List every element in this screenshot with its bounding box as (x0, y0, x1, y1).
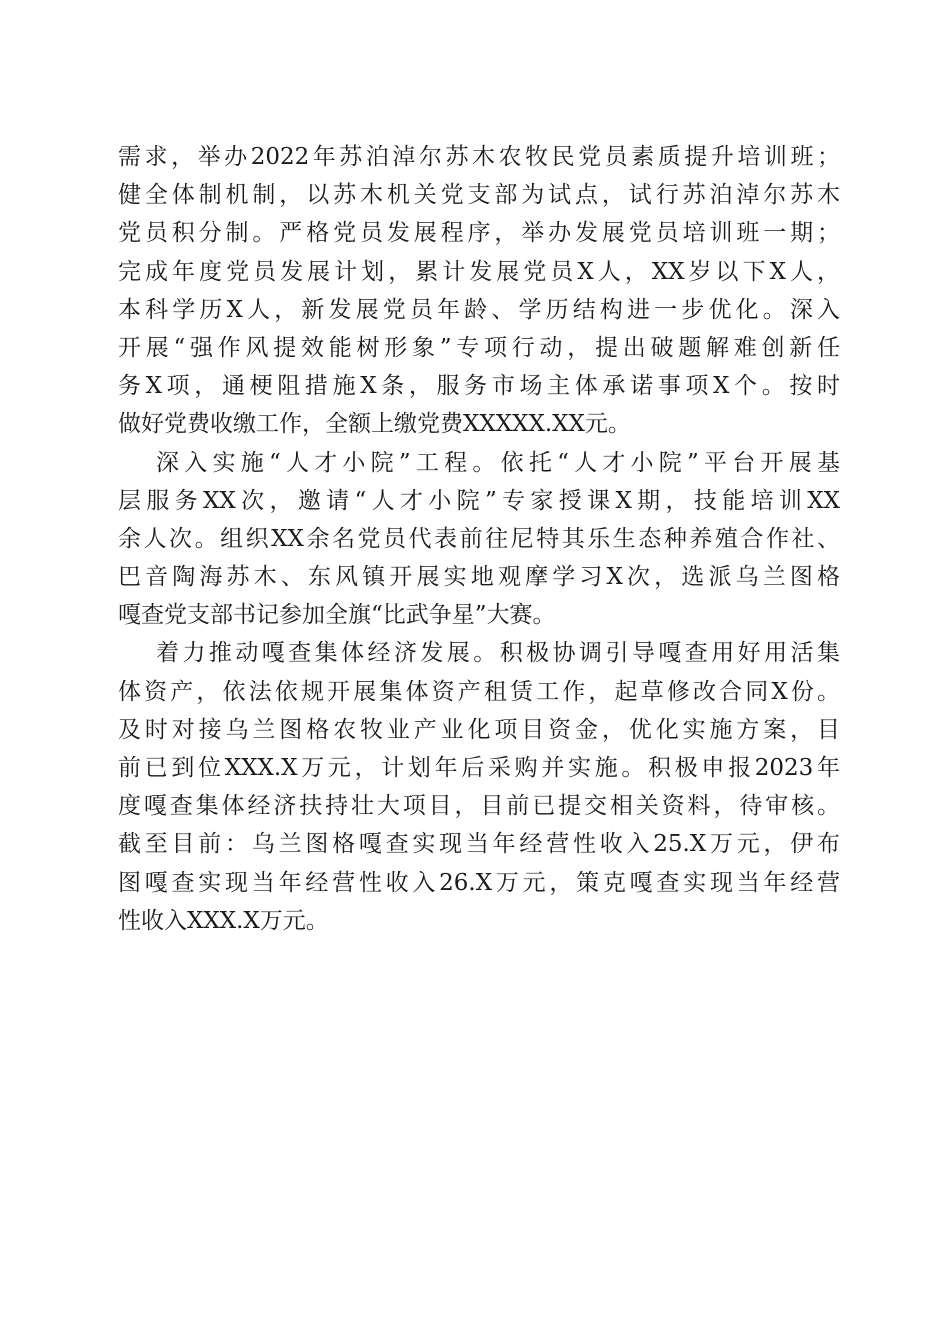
text-line: 需求，举办2022年苏泊淖尔苏木农牧民党员素质提升培训班； (118, 144, 840, 170)
paragraph-start-line: 深入实施“人才小院”工程。依托“人才小院”平台开展基 (156, 449, 840, 476)
text-line: 体资产，依法依规开展集体资产租赁工作，起草修改合同X份。 (118, 678, 840, 705)
text-line: 截至目前：乌兰图格嘎查实现当年经营性收入25.X万元，伊布 (118, 831, 840, 858)
text-line: 完成年度党员发展计划，累计发展党员X人，XX岁以下X人， (118, 258, 840, 285)
text-line: 前已到位XXX.X万元，计划年后采购并实施。积极申报2023年 (118, 755, 840, 781)
text-line: 嘎查党支部书记参加全旗“比武争星”大赛。 (118, 602, 556, 629)
text-line: 做好党费收缴工作，全额上缴党费XXXXX.XX元。 (118, 411, 631, 438)
text-line: 余人次。组织XX余名党员代表前往尼特其乐生态种养殖合作社、 (118, 525, 840, 552)
text-line: 度嘎查集体经济扶持壮大项目，目前已提交相关资料，待审核。 (118, 793, 840, 820)
text-line: 党员积分制。严格党员发展程序，举办发展党员培训班一期； (118, 220, 840, 247)
paragraph-start-line: 着力推动嘎查集体经济发展。积极协调引导嘎查用好用活集 (156, 640, 840, 667)
document-body (118, 138, 840, 940)
text-line: 巴音陶海苏木、东风镇开展实地观摩学习X次，选派乌兰图格 (118, 564, 840, 591)
text-line: 图嘎查实现当年经营性收入26.X万元，策克嘎查实现当年经营 (118, 869, 840, 896)
text-line: 及时对接乌兰图格农牧业产业化项目资金，优化实施方案，目 (118, 716, 840, 743)
text-line: 务X项，通梗阻措施X条，服务市场主体承诺事项X个。按时 (118, 373, 840, 400)
text-line: 开展“强作风提效能树形象”专项行动，提出破题解难创新任 (118, 334, 840, 361)
text-line: 性收入XXX.X万元。 (118, 907, 329, 934)
text-line: 健全体制机制，以苏木机关党支部为试点，试行苏泊淖尔苏木 (118, 182, 840, 209)
text-line: 本科学历X人，新发展党员年龄、学历结构进一步优化。深入 (118, 296, 840, 323)
text-line: 层服务XX次，邀请“人才小院”专家授课X期，技能培训XX (118, 487, 840, 514)
